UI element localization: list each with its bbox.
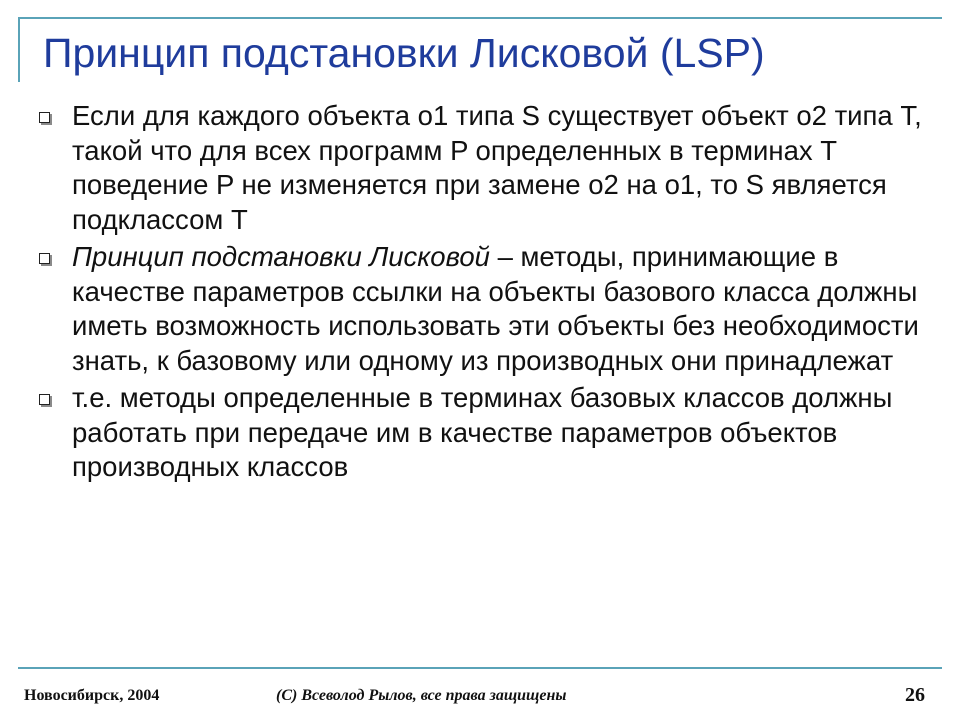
square-bullet-icon [39,112,50,123]
bullet-item-3 [38,381,943,485]
left-frame-line [18,17,20,82]
bullet-text: т.е. методы определенные в терминах базовых классов должны работать при передаче им в качестве параметров объектов производных классов [72,382,893,482]
footer-location: Новосибирск, 2004 [24,687,160,704]
bullet-text: Если для каждого объекта o1 типа S существует объект o2 типа T, такой что для всех программ P определенных в терминах T поведение P не изменяется при замене o2 на o1, то S является подклассом T [72,100,922,235]
footer-copyright: (С) Всеволод Рылов, все права защищены [276,687,567,704]
footer-divider [18,667,942,669]
top-frame-line [18,17,942,19]
bullet-text: – методы, принимающие в качестве параметров ссылки на объекты базового класса должны иметь возможность использовать эти объекты без необходимости знать, к базовому или одному из производных они принадлежат [72,241,919,376]
bullet-item-1 [38,99,943,237]
bullet-emphasis: Принцип подстановки Лисковой [72,241,490,272]
slide-title: Принцип подстановки Лисковой (LSP) [43,30,765,76]
bullet-item-2 [38,240,943,378]
bullet-list [38,99,943,488]
square-bullet-icon [39,394,50,405]
square-bullet-icon [39,253,50,264]
page-number: 26 [905,684,925,706]
